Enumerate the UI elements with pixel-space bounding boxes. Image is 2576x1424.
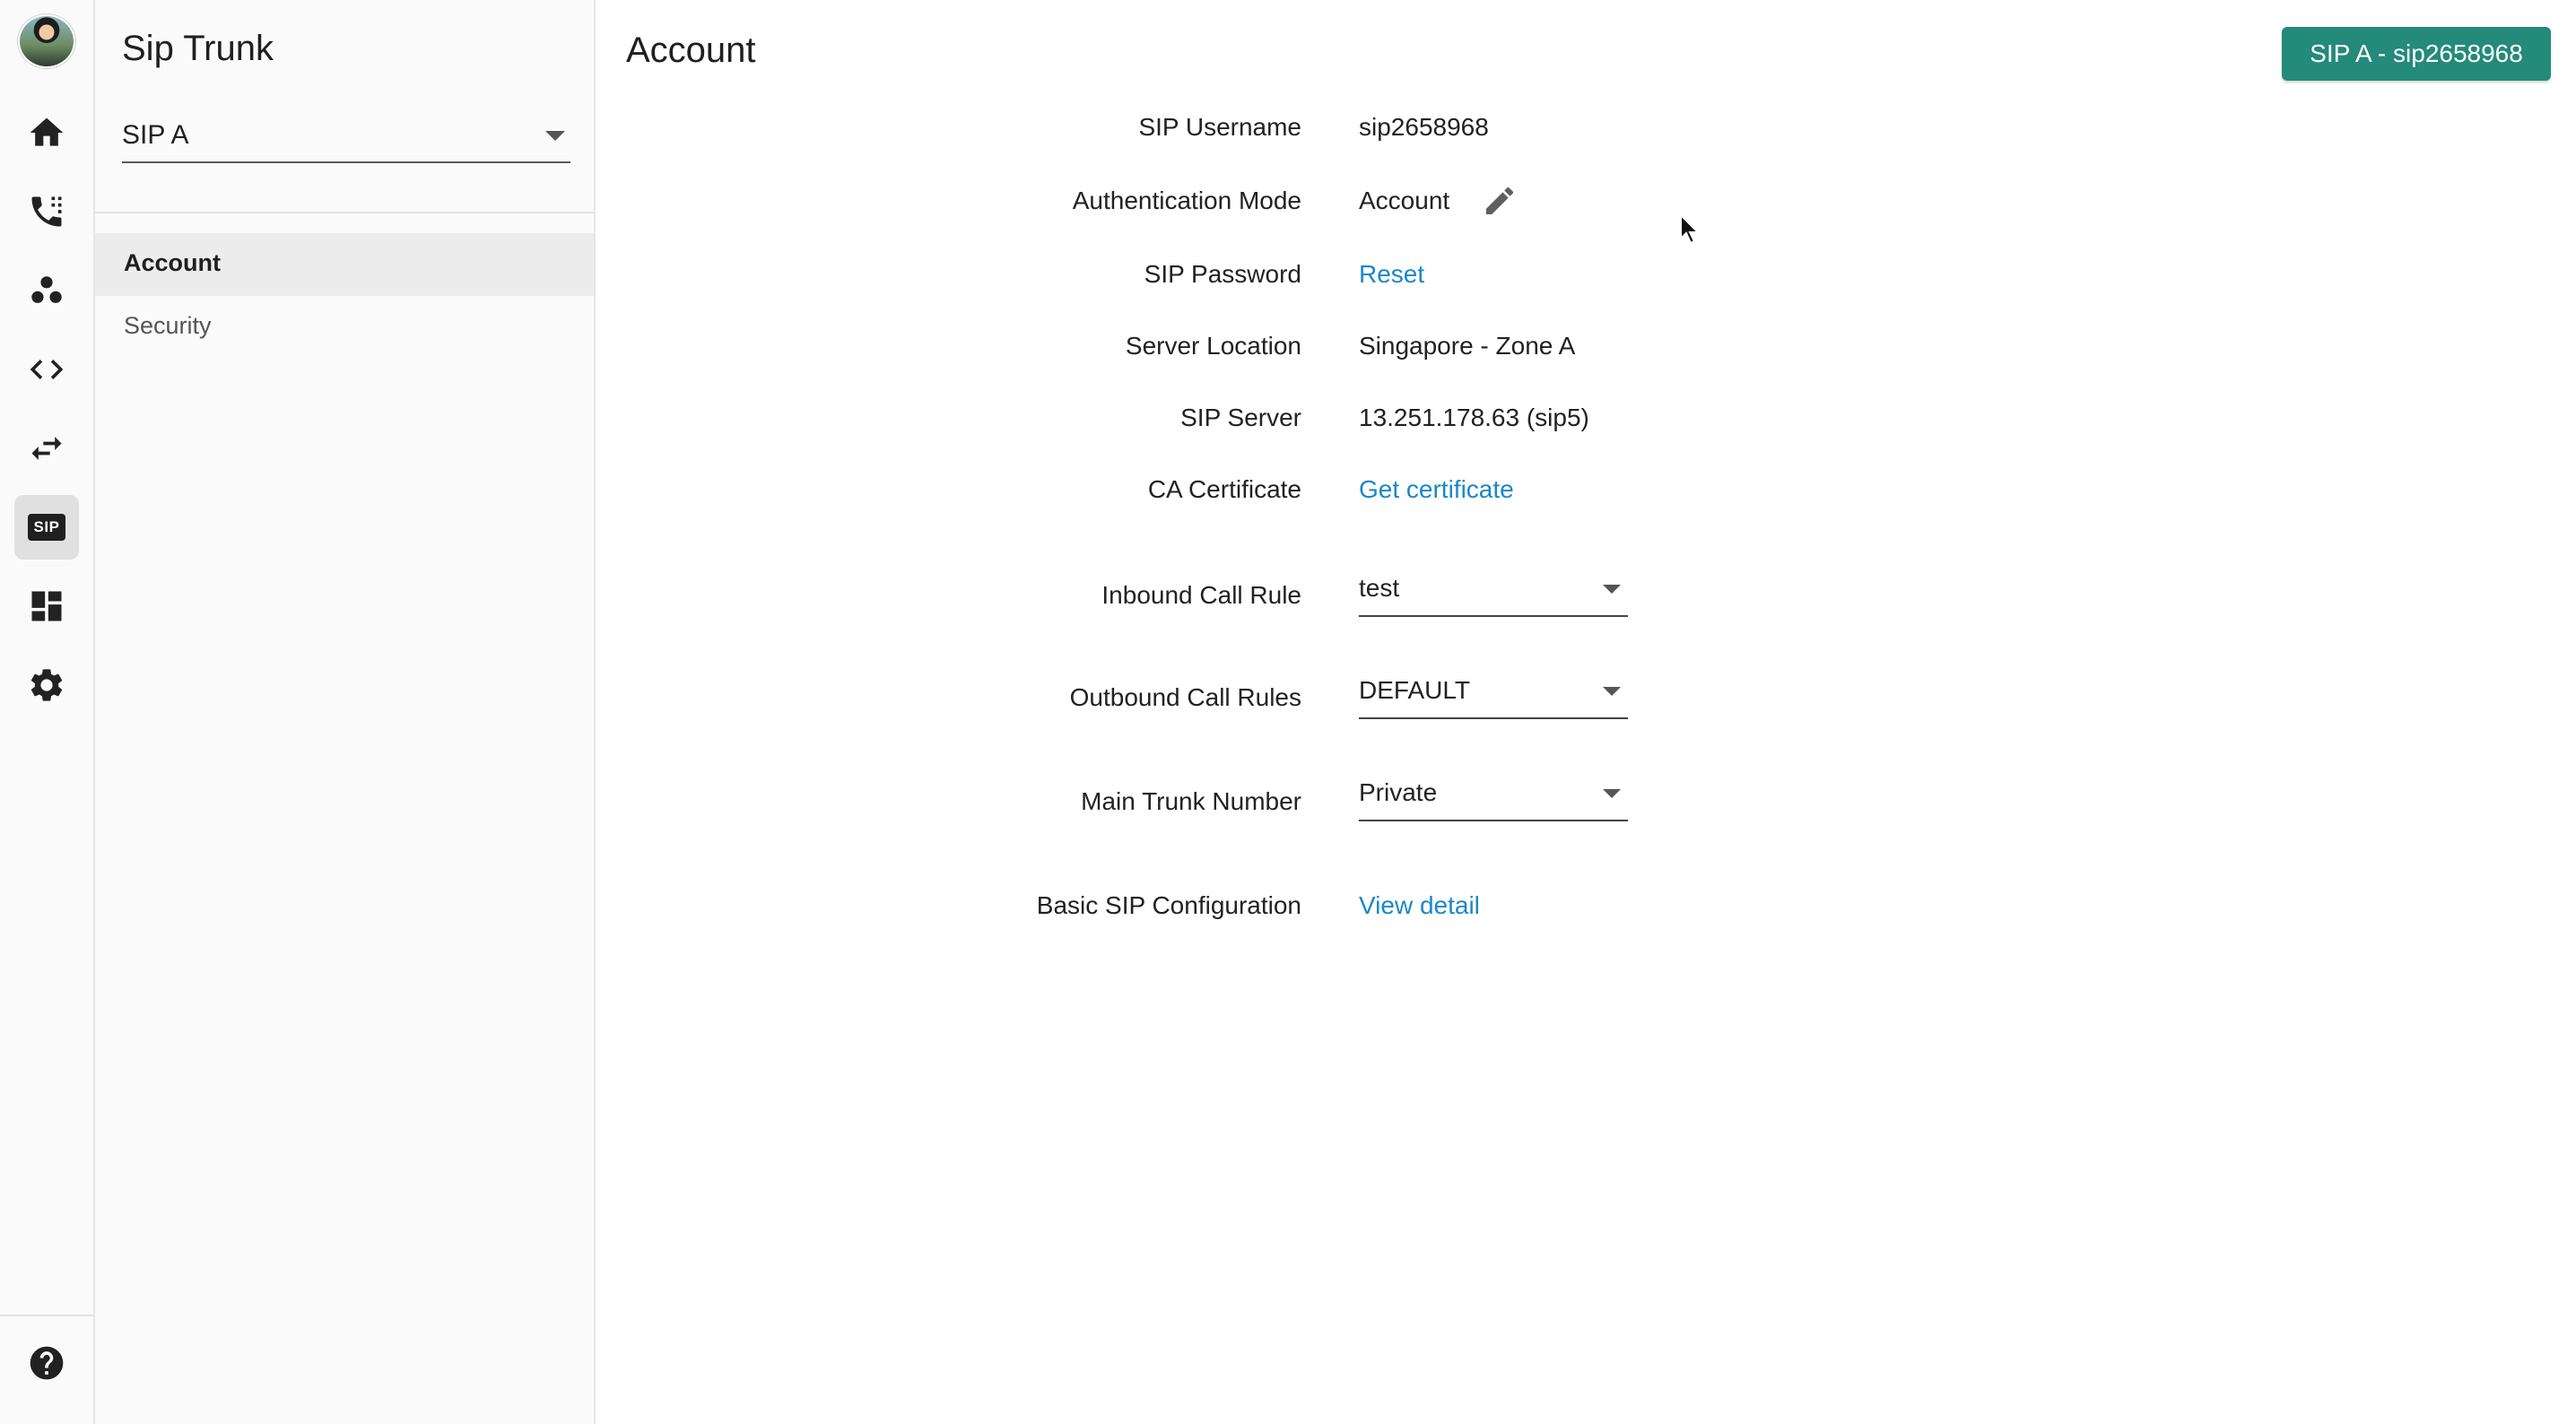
sip-trunk-panel (95, 0, 596, 1424)
avatar[interactable] (18, 14, 75, 68)
view-detail-link[interactable]: View detail (1359, 891, 1480, 919)
pencil-edit-icon[interactable] (1482, 183, 1518, 219)
nav-item-label: Account (124, 249, 221, 276)
inbound-call-rule-label: Inbound Call Rule (1101, 581, 1301, 609)
nav-item-label: Security (124, 312, 212, 339)
ca-certificate-label: CA Certificate (1147, 475, 1301, 503)
trunk-select-value: SIP A (122, 120, 189, 150)
icon-rail (0, 0, 95, 1424)
sip-account-chip[interactable]: SIP A - sip2658968 (2282, 27, 2551, 81)
nav-item-security[interactable] (95, 296, 594, 359)
basic-sip-config-label: Basic SIP Configuration (1036, 891, 1301, 919)
main-trunk-number-label: Main Trunk Number (1081, 787, 1301, 815)
sip-server-value: 13.251.178.63 (sip5) (1359, 404, 1589, 431)
sip-icon-label: SIP (28, 514, 65, 541)
auth-mode-label: Authentication Mode (1072, 187, 1301, 214)
inbound-call-rule-value: test (1359, 574, 1400, 602)
chevron-down-icon (1603, 789, 1621, 798)
swap-arrows-icon[interactable] (14, 416, 79, 481)
trunk-select[interactable] (122, 115, 570, 163)
outbound-call-rules-label: Outbound Call Rules (1069, 683, 1301, 711)
help-icon[interactable] (14, 1331, 79, 1395)
sip-password-label: SIP Password (1144, 260, 1301, 288)
phone-call-icon[interactable] (14, 179, 79, 244)
nav-item-account[interactable] (95, 233, 594, 296)
chevron-down-icon (1603, 585, 1621, 594)
outbound-call-rules-select[interactable] (1359, 669, 1628, 719)
chevron-down-icon (1603, 687, 1621, 696)
page-title: Account (626, 30, 756, 70)
sip-icon[interactable] (14, 495, 79, 560)
auth-mode-value: Account (1359, 187, 1450, 214)
inbound-call-rule-select[interactable] (1359, 567, 1628, 617)
main-trunk-number-value: Private (1359, 778, 1438, 806)
chevron-down-icon (545, 131, 565, 141)
rail-divider (0, 1315, 93, 1316)
sip-server-label: SIP Server (1180, 404, 1301, 431)
server-location-value: Singapore - Zone A (1359, 332, 1576, 360)
main-trunk-number-select[interactable] (1359, 771, 1628, 821)
reset-password-link[interactable]: Reset (1359, 260, 1425, 288)
code-icon[interactable] (14, 337, 79, 402)
server-location-label: Server Location (1125, 332, 1301, 360)
sip-username-label: SIP Username (1138, 113, 1301, 141)
sip-username-value: sip2658968 (1359, 113, 1489, 141)
panel-title: Sip Trunk (122, 29, 274, 68)
get-certificate-link[interactable]: Get certificate (1359, 475, 1514, 503)
home-icon[interactable] (14, 100, 79, 165)
settings-gear-icon[interactable] (14, 653, 79, 717)
group-icon[interactable] (14, 258, 79, 323)
dashboard-icon[interactable] (14, 574, 79, 638)
outbound-call-rules-value: DEFAULT (1359, 676, 1470, 704)
panel-divider (95, 212, 594, 213)
mouse-cursor-icon (1679, 213, 1701, 246)
